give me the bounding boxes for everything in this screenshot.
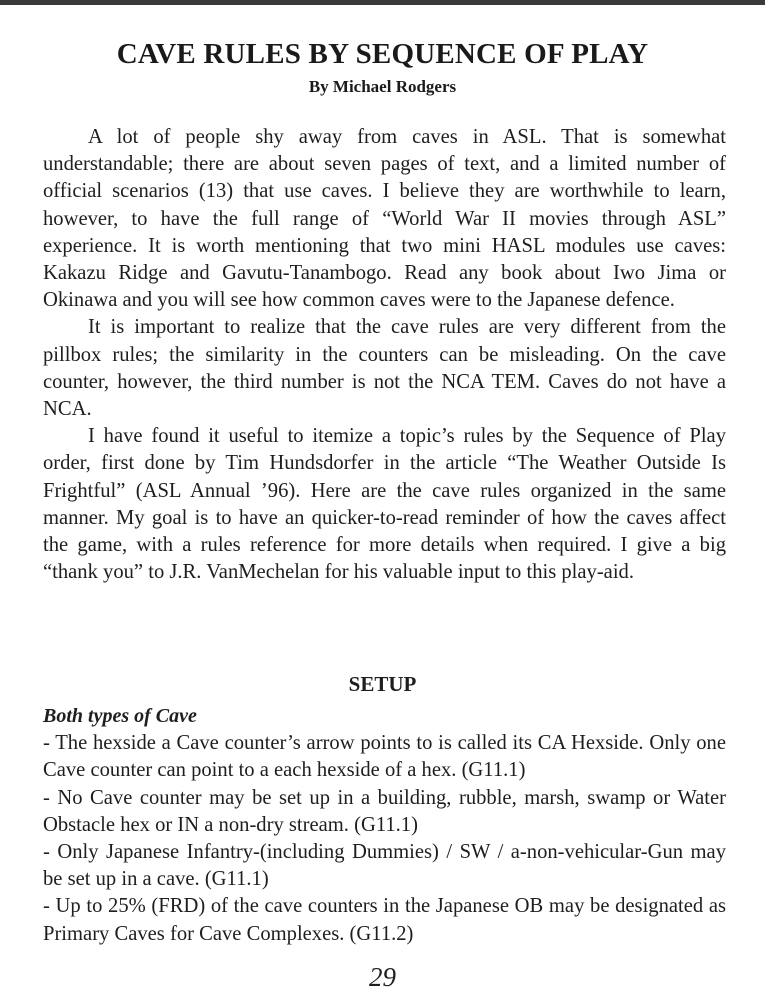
article-title: CAVE RULES BY SEQUENCE OF PLAY xyxy=(116,38,649,70)
intro-paragraph-1: A lot of people shy away from caves in ASL. That is somewhat understandable; there are about seven pages of text, and a limited number of official scenarios (13) that use caves. I believe they are worthwhile to learn, however, to have the full range of “World War II movies through ASL” experience. It is worth mentioning that two mini HASL modules use caves: Kakazu Ridge and Gavutu-Tanambogo. Read any book about Iwo Jima or Okinawa and you will see how common caves were to the Japanese defence. xyxy=(43,126,726,312)
setup-item-3: - Only Japanese Infantry-(including Dummies) / SW / a-non-vehicular-Gun may be set up in a cave. (G11.1) xyxy=(43,841,726,891)
setup-section xyxy=(43,703,726,948)
page-number: 29 xyxy=(369,962,396,992)
intro-text xyxy=(43,124,726,586)
setup-item-2: - No Cave counter may be set up in a building, rubble, marsh, swamp or Water Obstacle hex or IN a non-dry stream. (G11.1) xyxy=(43,786,726,836)
article-byline: By Michael Rodgers xyxy=(308,77,457,96)
setup-item-4: - Up to 25% (FRD) of the cave counters in the Japanese OB may be designated as Primary Caves for Cave Complexes. (G11.2) xyxy=(43,895,726,945)
intro-paragraph-3: I have found it useful to itemize a topic’s rules by the Sequence of Play order, first done by Tim Hundsdorfer in the article “The Weather Outside Is Frightful” (ASL Annual ’96). Here are the cave rules organized in the same manner. My goal is to have an quicker-to-read reminder of how the caves affect the game, with a rules reference for more details when required. I give a big “thank you” to J.R. VanMechelan for his valuable input to this play-aid. xyxy=(43,425,726,584)
intro-paragraph-2: It is important to realize that the cave rules are very different from the pillbox rules; the similarity in the counters can be misleading. On the cave counter, however, the third number is not the NCA TEM. Caves do not have a NCA. xyxy=(43,316,726,421)
setup-item-1: - The hexside a Cave counter’s arrow points to is called its CA Hexside. Only one Cave counter can point to a each hexside of a hex. (G11.1) xyxy=(43,732,726,782)
setup-subheading: Both types of Cave xyxy=(43,705,197,727)
setup-heading: SETUP xyxy=(348,672,417,696)
